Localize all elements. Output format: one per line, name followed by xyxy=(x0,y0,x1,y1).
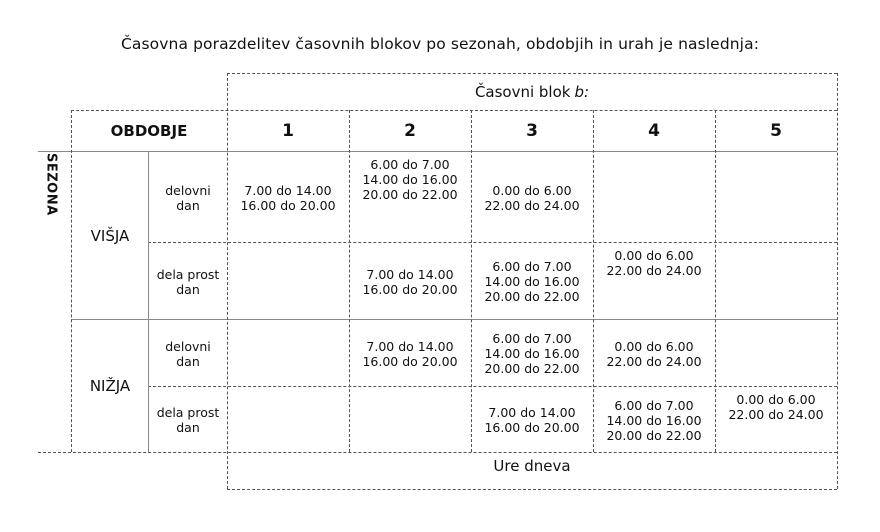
footer-label: Ure dneva xyxy=(493,456,571,475)
block-header-4: 4 xyxy=(648,120,660,141)
grid-line xyxy=(227,489,837,490)
time-range-cell: 7.00 do 14.00 16.00 do 20.00 xyxy=(484,405,580,435)
time-range-cell: 7.00 do 14.00 16.00 do 20.00 xyxy=(362,266,458,297)
time-range-cell xyxy=(227,387,349,453)
block-header-3: 3 xyxy=(526,120,538,141)
time-range-cell xyxy=(715,320,837,387)
time-range-cell xyxy=(227,243,349,320)
season-label: NIŽJA xyxy=(89,377,131,395)
grid-line xyxy=(837,73,838,489)
time-block-variable: b: xyxy=(574,82,590,101)
time-range-cell xyxy=(715,152,837,243)
time-block-title-prefix: Časovni blok xyxy=(474,82,571,101)
block-header-5: 5 xyxy=(770,120,782,141)
time-range-cell xyxy=(349,387,471,453)
time-range-cell: 6.00 do 7.00 14.00 do 16.00 20.00 do 22.00 xyxy=(484,259,580,304)
day-type-label: delovni dan xyxy=(165,182,211,213)
time-range-cell: 7.00 do 14.00 16.00 do 20.00 xyxy=(362,338,458,369)
time-range-cell: 6.00 do 7.00 14.00 do 16.00 20.00 do 22.00 xyxy=(484,331,580,376)
time-range-cell: 0.00 do 6.00 22.00 do 24.00 xyxy=(606,338,702,369)
time-range-cell xyxy=(715,243,837,320)
time-range-cell: 6.00 do 7.00 14.00 do 16.00 20.00 do 22.00 xyxy=(606,397,702,443)
season-header: SEZONA xyxy=(43,153,59,216)
block-header-1: 1 xyxy=(282,120,294,141)
time-range-cell xyxy=(227,320,349,387)
period-header: OBDOBJE xyxy=(110,121,188,140)
block-header-2: 2 xyxy=(404,120,416,141)
time-range-cell: 6.00 do 7.00 14.00 do 16.00 20.00 do 22.00 xyxy=(362,157,458,202)
day-type-label: delovni dan xyxy=(165,338,211,369)
time-block-title xyxy=(227,74,837,110)
time-range-cell: 0.00 do 6.00 22.00 do 24.00 xyxy=(728,392,824,422)
time-range-cell: 0.00 do 6.00 22.00 do 24.00 xyxy=(484,182,580,213)
time-range-cell: 0.00 do 6.00 22.00 do 24.00 xyxy=(606,248,702,278)
season-label: VIŠJA xyxy=(90,226,130,245)
day-type-label: dela prost dan xyxy=(156,405,220,435)
time-range-cell: 7.00 do 14.00 16.00 do 20.00 xyxy=(240,182,336,213)
time-range-cell xyxy=(593,152,715,243)
day-type-label: dela prost dan xyxy=(156,266,220,297)
table-caption: Časovna porazdelitev časovnih blokov po sezonah, obdobjih in urah je naslednja: xyxy=(120,35,760,53)
